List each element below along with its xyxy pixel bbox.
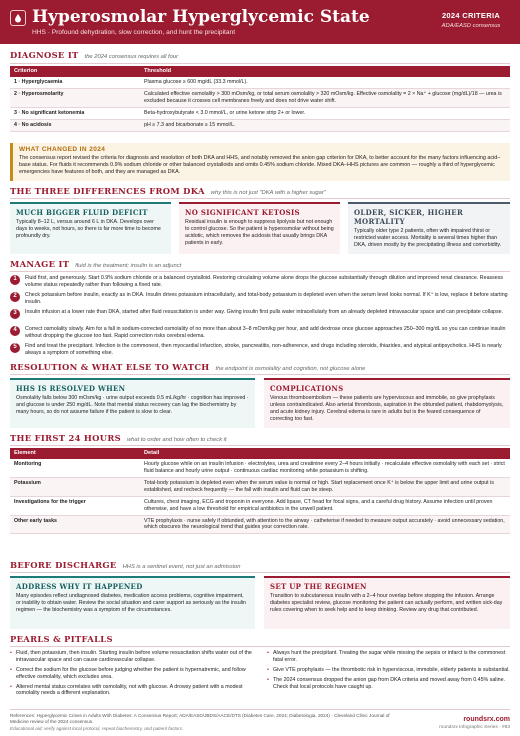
column-header: Element xyxy=(10,448,140,459)
badge-subtitle: ADA/EASD consensus xyxy=(441,22,501,29)
box-title: SET UP THE REGIMEN xyxy=(270,582,367,591)
diagnose-table xyxy=(10,66,510,132)
step-number: 5 xyxy=(10,343,20,353)
page-title: Hyperosmolar Hyperglycemic State xyxy=(32,7,370,27)
box-body: Residual insulin is enough to suppress lipolysis but not enough to control glucose. So the patient is hyperosmolar without being acidotic, which removes the acidosis that usually brings DKA patients in early. xyxy=(185,219,334,246)
element-cell: Other early tasks xyxy=(10,515,140,534)
divider xyxy=(10,709,510,710)
list-item: • Altered mental status correlates with osmolality, not with glucose. A drowsy patient with a modest osmolality needs a different explanation. xyxy=(10,684,253,698)
resolved-box xyxy=(10,378,255,428)
pearls-right-column xyxy=(267,650,510,700)
criterion-cell: 1 · Hyperglycaemia xyxy=(10,77,140,88)
box-title: NO SIGNIFICANT KETOSIS xyxy=(185,208,300,217)
section-subtitle: fluid is the treatment; insulin is an adjunct xyxy=(75,263,182,269)
address-why-box xyxy=(10,576,255,629)
step-number: 1 xyxy=(10,275,20,285)
element-cell: Potassium xyxy=(10,478,140,497)
disclaimer: Educational aid; verify against local protocol, repeat biochemistry, and patient factors. xyxy=(10,726,184,732)
divider xyxy=(10,198,510,199)
step-item xyxy=(10,292,510,306)
page-subtitle: HHS · Profound dehydration, slow correction, and hunt the precipitant xyxy=(32,29,236,36)
box-body: Osmolality falls below 300 mOsm/kg · urine output exceeds 0.5 mL/kg/hr · cognition has improved · and glucose is under 250 mg/dL. Note that mental status recovery can lag the biochemistry by many hours, so do not assume failure if the patient is slow to clear. xyxy=(16,395,249,415)
section-title: THE THREE DIFFERENCES FROM DKA xyxy=(10,186,205,196)
section-subtitle: HHS is a sentinel event, not just an admission xyxy=(122,564,241,570)
step-item xyxy=(10,309,510,319)
complications-box xyxy=(264,378,510,428)
threshold-cell: Calculated effective osmolality > 300 mOsm/kg, or total serum osmolality > 320 mOsm/kg. Effective osmolality = 2 × Na⁺ + glucose (mg/dL)/18 — urea is excluded because it crosses cell membranes freely and does not drive water shift. xyxy=(140,89,510,108)
box-body: Many episodes reflect undiagnosed diabetes, medication access problems, cognitive impairment, or inability to obtain water. Review the social situation and carer support as seriously as the insulin regimen — the biochemistry was a symptom of the circumstances. xyxy=(16,593,246,613)
list-item: • Fluid, then potassium, then insulin. Starting insulin before volume resuscitation shifts water out of the intravascular space and can cause cardiovascular collapse. xyxy=(10,650,253,664)
divider xyxy=(10,63,510,64)
table-row xyxy=(10,478,510,497)
pearls-list xyxy=(10,650,510,700)
divider xyxy=(10,646,510,647)
criteria-badge xyxy=(432,11,510,30)
table-row xyxy=(10,119,510,131)
section-title: THE FIRST 24 HOURS xyxy=(10,433,121,443)
section-discharge xyxy=(10,560,510,572)
divider xyxy=(10,445,510,446)
table-row xyxy=(10,77,510,88)
step-text: Check potassium before insulin, exactly as in DKA. Insulin drives potassium intracellularly, and total-body potassium is depleted even when the serum level looks normal. If K⁺ is low, replace it before starting insulin. xyxy=(25,292,508,305)
section-pearls xyxy=(10,634,510,645)
threshold-cell: pH ≥ 7.3 and bicarbonate ≥ 15 mmol/L. xyxy=(140,119,510,131)
callout-body: The consensus report revised the criteria for diagnosis and resolution of both DKA and HHS, and notably removed the anion gap criterion for DKA, to better account for the many factors influencing acid–base status. For fluids it recommends 0.9% sodium chloride or other balanced crystalloids and omits 0.45% sodium chloride. Mixed DKA–HHS pictures are common — roughly a third of hyperglycemic emergencies have features of both, and they are managed as DKA. xyxy=(19,155,501,176)
regimen-box xyxy=(264,576,510,629)
footer xyxy=(10,713,510,732)
section-subtitle: why this is not just "DKA with a higher sugar" xyxy=(210,190,326,196)
table-row xyxy=(10,89,510,108)
badge-title: 2024 CRITERIA xyxy=(441,11,501,20)
table-row xyxy=(10,515,510,534)
step-text: Find and treat the precipitant. Infection is the commonest, then myocardial infarction, stroke, pancreatitis, non-adherence, and drugs including steroids, thiazides, and atypical antipsychotics. HHS is nearly always a symptom of something else. xyxy=(25,343,502,356)
column-header: Threshold xyxy=(140,66,510,77)
step-text: Fluid first, and generously. Start 0.9% sodium chloride or a balanced crystalloid. Restoring circulating volume alone drops the glucose substantially through dilution and improved renal clearance. Reassess volume status repeatedly rather than following a fixed rate. xyxy=(25,275,504,288)
step-item xyxy=(10,326,510,340)
box-title: HHS IS RESOLVED WHEN xyxy=(16,384,126,393)
element-cell: Investigations for the trigger xyxy=(10,496,140,515)
column-header: Detail xyxy=(140,448,510,459)
section-title: BEFORE DISCHARGE xyxy=(10,560,117,570)
first24-table xyxy=(10,448,510,534)
list-item: • The 2024 consensus dropped the anion gap from DKA criteria and moved away from 0.45% saline. Check that local protocols have caught up. xyxy=(267,677,510,691)
site-link[interactable]: roundsrx.com xyxy=(463,716,510,723)
section-diagnose xyxy=(10,50,510,62)
section-title: PEARLS & PITFALLS xyxy=(10,634,113,644)
list-item: • Correct the sodium for the glucose before judging whether the patient is hypernatremic, and follow effective osmolality, which excludes urea. xyxy=(10,667,253,681)
divider xyxy=(10,572,510,573)
changed-callout xyxy=(10,143,510,181)
detail-cell: Total-body potassium is depleted even when the serum value is normal or high. Start replacement once K⁺ is below the upper limit and urine output is established, and recheck frequently — the fall with insulin and fluid can be steep. xyxy=(140,478,510,497)
table-row xyxy=(10,107,510,119)
list-item: • Give VTE prophylaxis — the thrombotic risk in hyperviscous, immobile, elderly patients is substantial. xyxy=(267,667,510,674)
header-banner xyxy=(0,0,520,44)
step-item xyxy=(10,275,510,289)
box-body: Transition to subcutaneous insulin with a 2–4 hour overlap before stopping the infusion. Arrange diabetes specialist review, glucose monitoring the patient can actually perform, and written sick-day rules covering when to seek help and to keep drinking. Review any drug that contributed. xyxy=(270,593,503,613)
box-title: MUCH BIGGER FLUID DEFICIT xyxy=(16,208,148,217)
table-row xyxy=(10,459,510,477)
fluid-deficit-box xyxy=(10,202,171,254)
step-number: 2 xyxy=(10,292,20,302)
section-manage xyxy=(10,259,510,271)
detail-cell: Hourly glucose while on an insulin infusion · electrolytes, urea and creatinine every 2–4 hours initially · recalculate effective osmolality with each set · strict fluid balance and hourly urine output · continuous cardiac monitoring while potassium is shifting. xyxy=(140,459,510,477)
callout-title: WHAT CHANGED IN 2024 xyxy=(19,146,106,153)
step-text: Correct osmolality slowly. Aim for a fall in sodium-corrected osmolality of no more than about 3–8 mOsm/kg per hour, and add dextrose once glucose approaches 250–300 mg/dL so you can continue insulin without dropping the glucose too fast. Rapid correction risks cerebral edema. xyxy=(25,326,506,339)
box-body: Typically 8–12 L, versus around 6 L in DKA. Develops over days to weeks, not hours, so there is far more time to become profoundly dry. xyxy=(16,219,161,239)
step-item xyxy=(10,343,510,357)
element-cell: Monitoring xyxy=(10,459,140,477)
section-resolution xyxy=(10,362,510,374)
column-header: Criterion xyxy=(10,66,140,77)
box-title: ADDRESS WHY IT HAPPENED xyxy=(16,582,143,591)
pearls-left-column xyxy=(10,650,253,700)
divider xyxy=(10,374,510,375)
section-first24 xyxy=(10,433,510,445)
section-subtitle: the 2024 consensus requires all four xyxy=(84,54,179,60)
section-differences xyxy=(10,186,510,198)
step-text: Insulin infusion at a lower rate than DKA, started after fluid resuscitation is under way. Giving insulin first pulls water intracellularly from an already depleted intravascular space and can precipitate collapse. xyxy=(25,309,504,315)
box-body: Typically older type 2 patients, often with impaired thirst or restricted water access. Mortality is several times higher than DKA, driven mostly by the precipitating illness and comorbidity. xyxy=(354,228,502,248)
section-title: MANAGE IT xyxy=(10,259,70,269)
table-row xyxy=(10,496,510,515)
box-title: COMPLICATIONS xyxy=(270,384,344,393)
criterion-cell: 2 · Hyperosmolarity xyxy=(10,89,140,108)
series-label: roundsrx Infographic Series · #83 xyxy=(439,725,510,730)
divider xyxy=(10,271,510,272)
threshold-cell: Plasma glucose ≥ 600 mg/dL (33.3 mmol/L). xyxy=(140,77,510,88)
box-title: OLDER, SICKER, HIGHER MORTALITY xyxy=(354,208,464,227)
criterion-cell: 3 · No significant ketonemia xyxy=(10,107,140,119)
list-item: • Always hunt the precipitant. Treating the sugar while missing the sepsis or infarct is the commonest fatal error. xyxy=(267,650,510,664)
drop-icon xyxy=(10,10,26,26)
detail-cell: VTE prophylaxis · nurse safely if obtunded, with attention to the airway · catheterise if needed to measure output accurately · avoid unnecessary sedation, which obscures the neurological trend that guides your correction rate. xyxy=(140,515,510,534)
section-subtitle: what to order and how often to check it xyxy=(126,437,227,443)
section-title: RESOLUTION & WHAT ELSE TO WATCH xyxy=(10,362,210,372)
step-number: 3 xyxy=(10,309,20,319)
step-number: 4 xyxy=(10,326,20,336)
section-title: DIAGNOSE IT xyxy=(10,50,79,60)
box-body: Venous thromboembolism — these patients are hyperviscous and immobile, so give prophylaxis unless contraindicated. Also arterial thrombosis, aspiration in the obtunded patient, rhabdomyolysis, and acute kidney injury. Cerebral edema is rare in adults but is the feared consequence of correcting too fast. xyxy=(270,395,504,422)
ketosis-box xyxy=(179,202,340,254)
detail-cell: Cultures, chest imaging, ECG and troponin in everyone. Add lipase, CT head for focal signs, and a careful drug history. Assume infection until proven otherwise, and have a low threshold for empirical antibiotics in the unwell patient. xyxy=(140,496,510,515)
threshold-cell: Beta-hydroxybutyrate < 3.0 mmol/L, or urine ketone strip 2+ or lower. xyxy=(140,107,510,119)
references: References: Hyperglycemic Crises in Adults With Diabetes: A Consensus Report; ADA/EASD/JBDS/AACE/DTS (Diabetes Care, 2024; Diabetologia, 2024) · Cleveland Clinic Journal of Medicine review of the 2024 consensus. xyxy=(10,713,390,725)
criterion-cell: 4 · No acidosis xyxy=(10,119,140,131)
section-subtitle: the endpoint is osmolality and cognition, not glucose alone xyxy=(215,366,366,372)
mortality-box xyxy=(348,202,510,254)
